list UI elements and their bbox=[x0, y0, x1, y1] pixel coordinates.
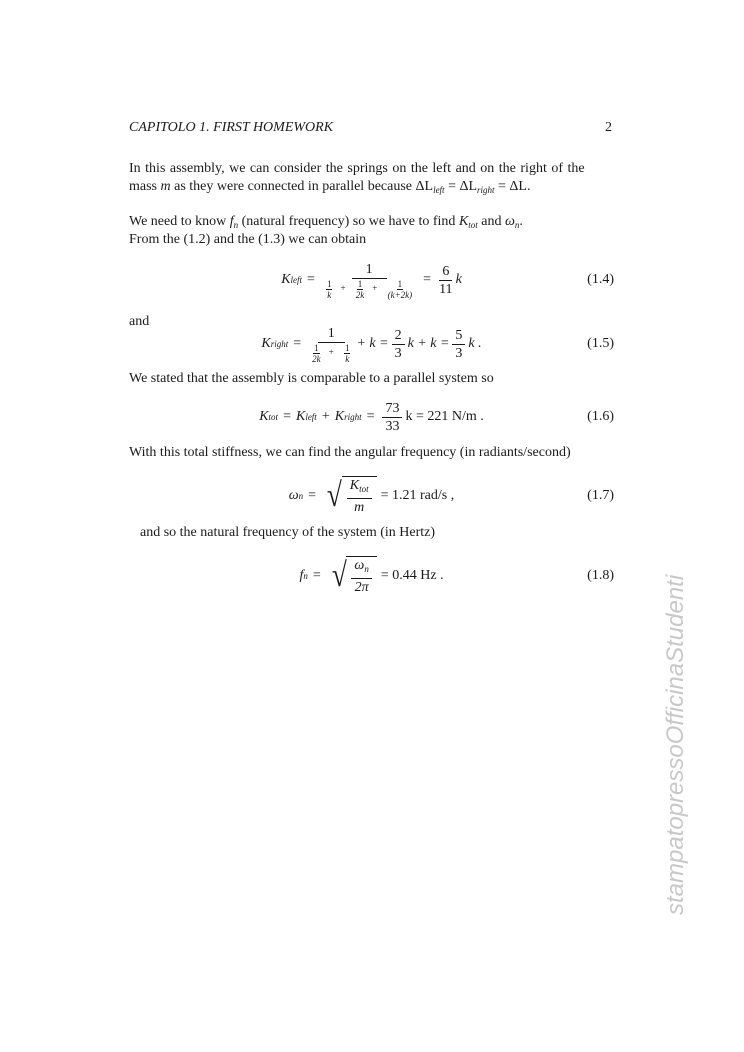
equation-1-5: K right = 1 $\frac{1}{2k}$ + $\frac{1}{k}$ + k = $\frac{2}{3}$ k + k = $\frac{5}{3}$ k . (1.5) bbox=[261, 325, 614, 364]
paragraph-line: We need to know $f_n$ (natural frequency) so we have to find $K_{tot}$ and $\omega_n$. bbox=[129, 214, 523, 230]
paragraph-line: With this total stiffness, we can find the angular frequency (in radiants/second) bbox=[129, 445, 571, 460]
paragraph-line: From the (1.2) and the (1.3) we can obtain bbox=[129, 232, 367, 247]
paragraph-line: and so the natural frequency of the system (in Hertz) bbox=[140, 525, 436, 540]
running-header: CAPITOLO 1. FIRST HOMEWORK bbox=[129, 120, 334, 135]
equation-1-6: K tot = K left + K right = $\frac{73}{33}$ k = 221 N/m . (1.6) bbox=[259, 400, 614, 434]
equation-1-8: f n = √ $\frac{\omega_n}{2\pi}$ = 0.44 Hz . (1.8) bbox=[299, 557, 614, 595]
sqrt-symbol: √ bbox=[326, 477, 342, 514]
equation-number: (1.6) bbox=[587, 409, 614, 424]
equation-number: (1.5) bbox=[587, 336, 614, 351]
equation-1-7: ω n = √ $\frac{K_{tot}}{m}$ = 1.21 rad/s , (1.7) bbox=[288, 477, 614, 515]
equation-number: (1.8) bbox=[587, 568, 614, 583]
paragraph-line: In this assembly, we can consider the springs on the left and on the right of the bbox=[129, 161, 585, 176]
page-number: 2 bbox=[605, 120, 612, 135]
equation-number: (1.4) bbox=[587, 272, 614, 287]
paragraph-line: We stated that the assembly is comparable to a parallel system so bbox=[129, 371, 494, 386]
sqrt-symbol: √ bbox=[331, 557, 347, 594]
equation-1-4: K left = 1 $\frac{1}{k}$ + $\frac{1}{2k}$ + $\frac{1}{(k+2k)}$ = $\frac{6}{11}$ k (1.4) bbox=[281, 261, 614, 300]
paragraph-line: mass m as they were connected in parallel because $\Delta L_{left} = \Delta L_{right} = \Delta L$. bbox=[129, 179, 531, 195]
watermark: stampatopressoOfficinaStudenti bbox=[662, 574, 689, 915]
paragraph-line: and bbox=[129, 314, 150, 329]
equation-number: (1.7) bbox=[587, 488, 614, 503]
